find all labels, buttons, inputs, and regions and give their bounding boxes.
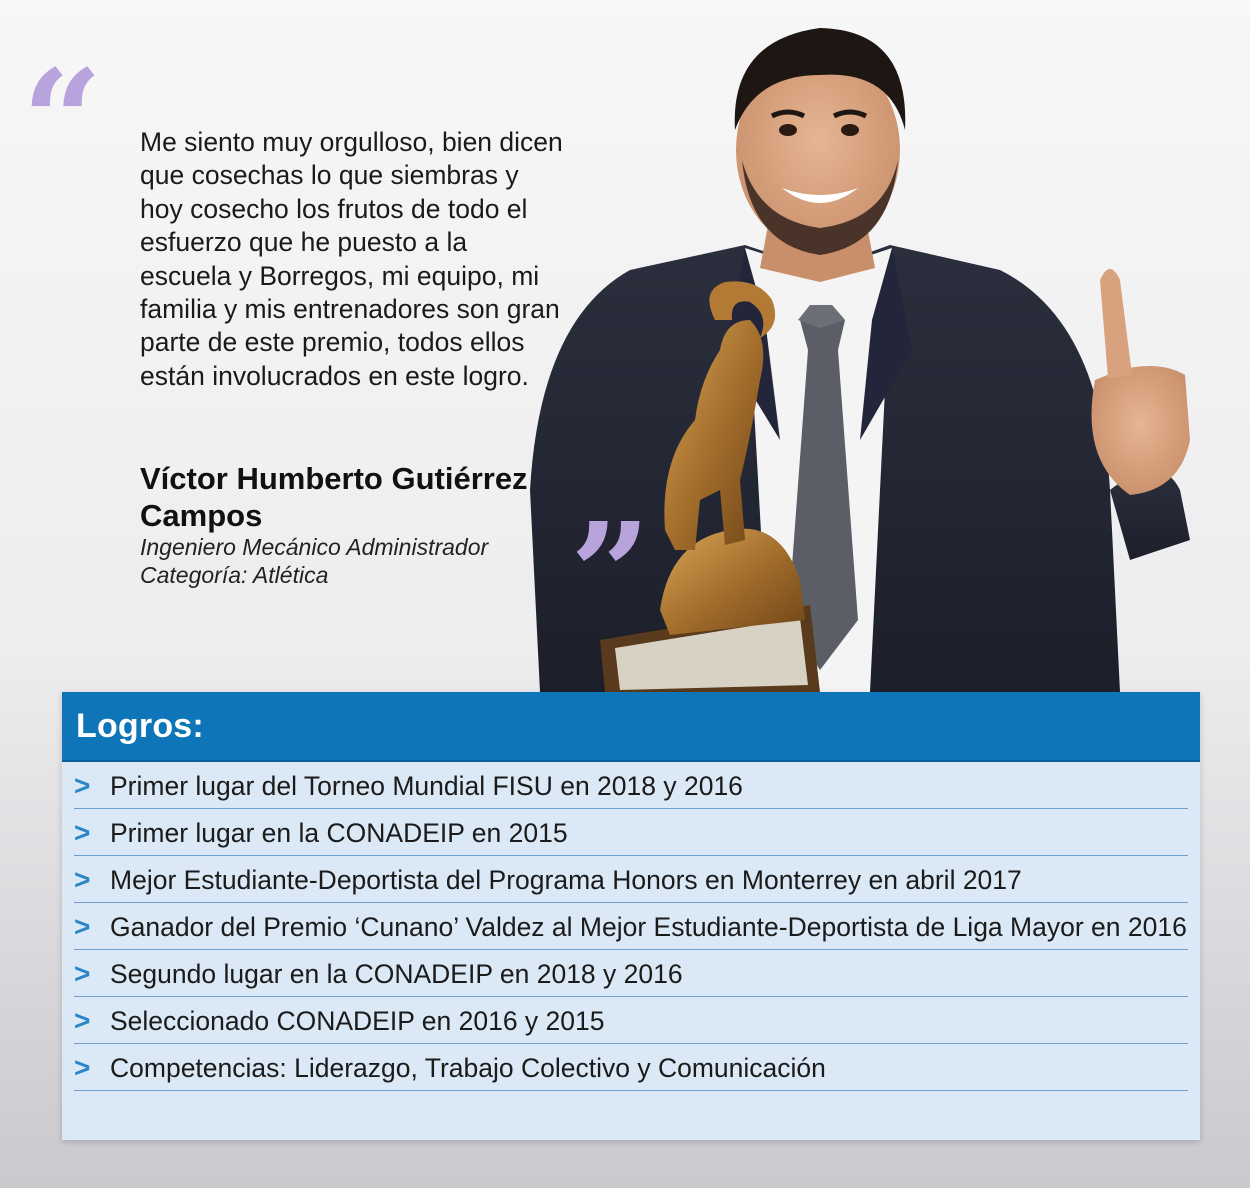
- achievements-title: Logros:: [76, 706, 204, 745]
- achievement-text: Ganador del Premio ‘Cunano’ Valdez al Mejor Estudiante-Deportista de Liga Mayor en 2016: [110, 912, 1187, 942]
- chevron-right-icon: >: [74, 958, 91, 989]
- list-item: [74, 762, 1188, 809]
- achievement-text: Segundo lugar en la CONADEIP en 2018 y 2016: [110, 959, 683, 989]
- achievements-header: [62, 692, 1200, 762]
- author-name: Víctor Humberto Gutiérrez Campos: [140, 461, 528, 533]
- author-role: Ingeniero Mecánico Administrador: [140, 534, 489, 560]
- list-item: [74, 856, 1188, 903]
- quote-text: Me siento muy orgulloso, bien dicen que cosechas lo que siembras y hoy cosecho los frutos de todo el esfuerzo que he puesto a la escuela y Borregos, mi equipo, mi familia y mis entrenadores son gran parte de este premio, todos ellos están involucrados en este logro.: [140, 127, 563, 391]
- achievement-text: Primer lugar del Torneo Mundial FISU en 2018 y 2016: [110, 771, 743, 801]
- achievements-panel: [62, 692, 1200, 1140]
- chevron-right-icon: >: [74, 864, 91, 895]
- achievement-text: Seleccionado CONADEIP en 2016 y 2015: [110, 1006, 605, 1036]
- list-item: [74, 1044, 1188, 1091]
- close-quote-mark: ”: [570, 493, 651, 657]
- achievement-text: Competencias: Liderazgo, Trabajo Colectivo y Comunicación: [110, 1053, 826, 1083]
- chevron-right-icon: >: [74, 1005, 91, 1036]
- list-item: [74, 997, 1188, 1044]
- achievement-text: Mejor Estudiante-Deportista del Programa Honors en Monterrey en abril 2017: [110, 865, 1022, 895]
- list-item: [74, 809, 1188, 856]
- achievement-text: Primer lugar en la CONADEIP en 2015: [110, 818, 568, 848]
- chevron-right-icon: >: [74, 770, 91, 801]
- chevron-right-icon: >: [74, 817, 91, 848]
- open-quote-mark: “: [22, 40, 103, 204]
- chevron-right-icon: >: [74, 1052, 91, 1083]
- list-item: [74, 903, 1188, 950]
- list-item: [74, 950, 1188, 997]
- achievements-list: [62, 762, 1200, 1091]
- chevron-right-icon: >: [74, 911, 91, 942]
- author-category: Categoría: Atlética: [140, 562, 329, 588]
